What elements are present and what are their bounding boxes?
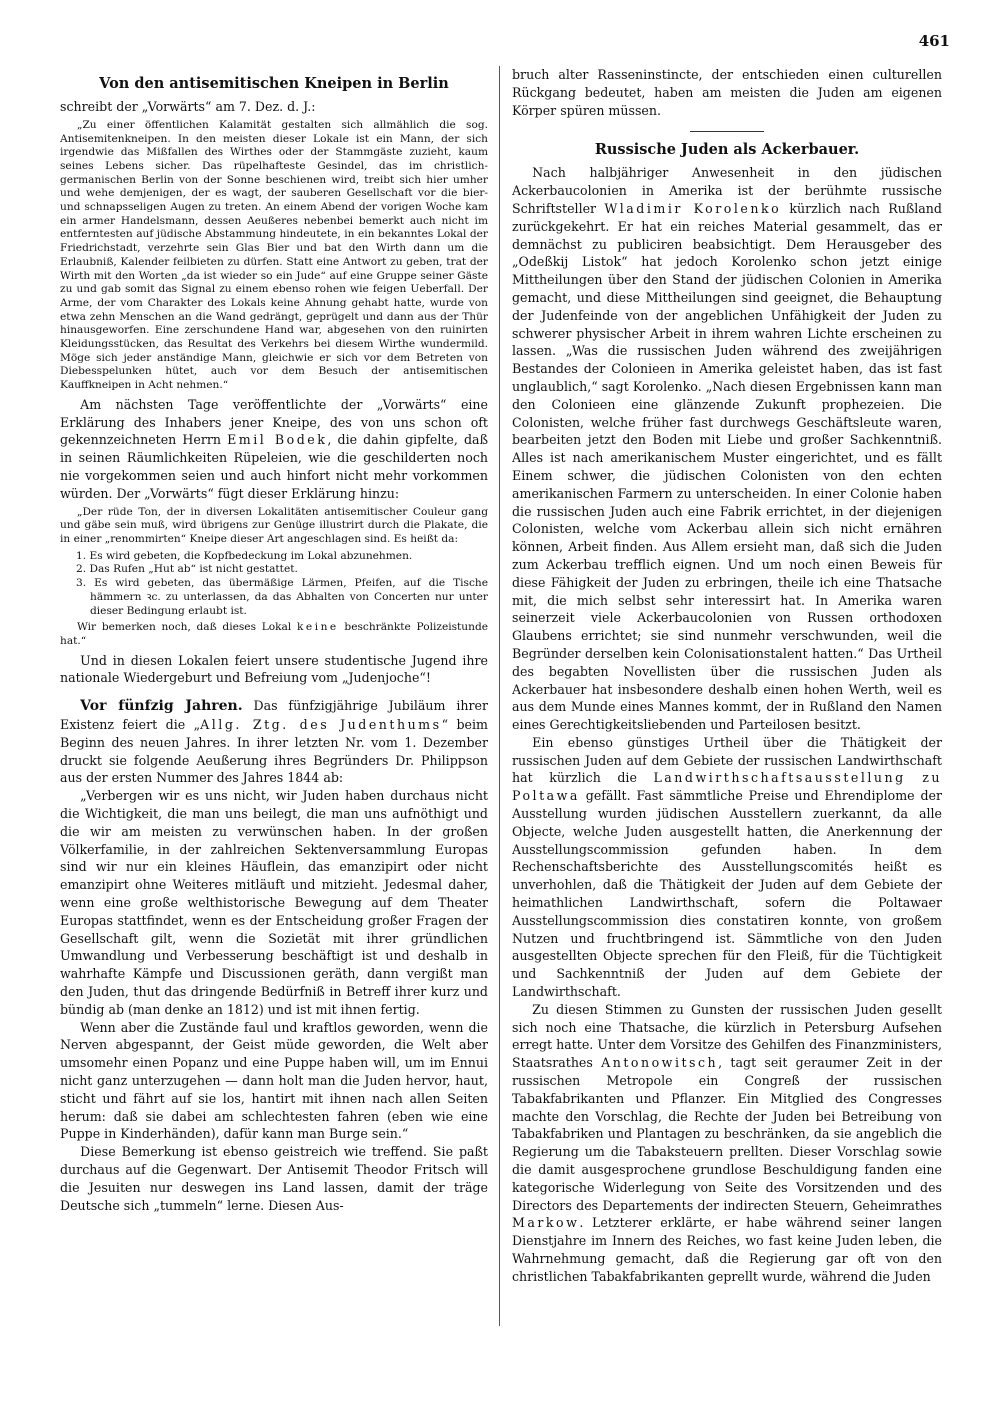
name-poltawa: Poltawa — [512, 788, 580, 804]
text-run: , die dahin gipfelte, daß in seinen Räumlichkeiten Rüpeleien, wie die geschilderten noch nie vorgekommen seien und auch hinfort nicht mehr vorkommen würden. Der „Vorwärts“ fügt dieser Erklärung hinzu: — [60, 432, 488, 501]
text-run: Zu diesen Stimmen zu Gunsten der russischen Juden gesellt sich noch eine Thatsache, die kürzlich in Petersburg Aufsehen erregt hatte. Unter dem Vorsitze des Gehilfen des Finanzministers, Staatsrathes — [512, 1001, 942, 1071]
text-run: zu — [922, 770, 942, 786]
left-column — [60, 66, 488, 1326]
quote-vorwaerts: „Zu einer öffentlichen Kalamität gestalten sich allmählich die sog. Antisemitenkneipen. In den meisten dieser Lokale ist ein Mann, der sich irgendwie das Mißfallen des Wirthes oder der Stammgäste zuzieht, kaum seines Lebens sicher. Das rüpelhafteste Gesindel, das im christlich-germanischen Berlin von der Sonne beschienen wird, treibt sich hier umher und wehe demjenigen, der es wagt, der sauberen Gesellschaft vor die bier- und schnapsseligen Augen zu treten. An einem Abend der vorigen Woche kam ein armer Handelsmann, dessen Aeußeres nebenbei bemerkt auch nicht im entferntesten auf jüdische Abstammung hindeutete, in ein bekanntes Lokal der Friedrichstadt, verzehrte sein Glas Bier und bat den Wirth dann um die Erlaubniß, Kalender feilbieten zu dürfen. Statt eine Antwort zu geben, trat der Wirth mit den Worten „da ist wieder so ein Jude“ auf eine Gruppe seiner Gäste zu und gab somit das Signal zu einem ebenso rohen wie feigen Ueberfall. Der Arme, der vom Charakter des Lokals keine Ahnung gehabt hatte, wurde von etwa zehn Menschen an die Wand gedrängt, geprügelt und dann aus der Thür hinausgeworfen. Eine zerschundene Hand war, abgesehen von den ruinirten Kleidungsstücken, das Resultat des Verkehrs bei diesem Wirthe wundermild. Möge sich jeder anständige Mann, gleichwie er sich vor dem Betreten von Diebesspelunken hütet, auch vor dem Besuch der antisemitischen Kauffkneipen in Acht nehmen.“ — [60, 118, 488, 392]
name-markow: Markow — [512, 1215, 580, 1231]
text-run: Nach halbjähriger Anwesenheit in den jüdischen Ackerbaucolonien in Amerika ist der berühmte russische Schriftsteller — [512, 165, 942, 216]
text-run: . Letzterer erklärte, er habe während seiner langen Dienstjahre im Innern des Reiches, wo fast keine Juden leben, die Wahrnehmung gemacht, daß die Regierung gar oft von den christlichen Tabakfabrikanten geprellt wurde, während die Juden — [512, 1215, 942, 1284]
paragraph-continuation: bruch alter Rasseninstincte, der entschieden einen culturellen Rückgang bedeutet, haben am meisten die Juden am eigenen Körper spüren müssen. — [512, 67, 942, 118]
placard-rule-2: 2. Das Rufen „Hut ab“ ist nicht gestattet. — [76, 563, 298, 576]
text-run: Am nächsten Tage veröffentlichte der „Vorwärts“ eine Erklärung des Inhabers jener Kneipe, des von uns schon oft gekennzeichneten Herrn — [60, 396, 488, 448]
article-title-antisemitic-pubs: Von den antisemitischen Kneipen in Berlin — [99, 75, 449, 92]
text-run: Ein ebenso günstiges Urtheil über die Thätigkeit der russischen Juden auf dem Gebiete der russischen Landwirthschaft hat kürzlich die — [512, 734, 942, 786]
page-number: 461 — [918, 32, 950, 50]
name-exhibition: Landwirthschaftsausstellung — [653, 770, 906, 786]
paragraph-fifty-years — [60, 697, 488, 787]
paragraph-tobacco — [512, 1001, 942, 1286]
text-run: kürzlich nach Rußland zurückgekehrt. Er hat ein reiches Material gesammelt, das er demnächst zu publiciren beabsichtigt. Dem Herausgeber des „Odeßkij Listok“ hat jedoch Korolenko schon jetzt einige Mittheilungen über den Stand der jüdischen Colonien in Amerika gemacht, und diese Mittheilungen sind geeignet, die Behauptung der Judenfeinde von der angeblichen Unfähigkeit der Juden zu schwerer physischer Arbeit in ihrem wahren Lichte erscheinen zu lassen. „Was die russischen Juden während des zweijährigen Bestandes der Colonieen in Amerika geleistet haben, das ist fast unglaublich,“ sagt Korolenko. „Nach diesen Ergebnissen kann man den Colonieen eine glänzende Zukunft prophezeien. Die Colonisten, welche früher fast durchwegs Geschäftsleute waren, bearbeiten jetzt den Boden mit Liebe und großer Sachkenntniß. Alles ist nach amerikanischem Muster eingerichtet, und es fällt Einem schwer, die jüdischen Colonisten von den echten amerikanischen Farmern zu unterscheiden. In einer Colonie haben die russischen Juden auch eine Fabrik errichtet, in der diejenigen Colonisten, welche vom Ackerbau allein sich nicht ernähren können, Arbeit finden. Aus Allem ersieht man, daß sich die Juden zum Ackerbau trefflich eignen. Und um noch einen Beweis für diese Fähigkeit der Juden zu erbringen, theile ich eine Thatsache mit, die mich selbst sehr interessirt hat. In Amerika waren seinerzeit viele Ackerbaucolonien von Russen orthodoxen Glaubens errichtet; sie sind nunmehr verschwunden, weil die Begründer derselben kein Colonisationstalent hatten.“ Das Urtheil des begabten Novellisten über die russischen Juden als Ackerbauer hat insbesondere deshalb einen hohen Werth, weil es aus dem Munde eines Mannes kommt, der in Rußland den Namen eines Gerechtigkeitsliebenden und Parteilosen besitzt. — [512, 200, 942, 733]
name-allg-ztg: Allg. Ztg. des Judenthums — [200, 717, 442, 733]
paragraph-korolenko — [512, 164, 942, 734]
article-title-fifty-years: Vor fünfzig Jahren. — [80, 698, 243, 715]
paragraph-commentary: Diese Bemerkung ist ebenso geistreich wie treffend. Sie paßt durchaus auf die Gegenwart. Der Antisemit Theodor Fritsch will die Jesuiten nur deswegen ins Land lassen, damit der träge Deutsche sich „tummeln“ lerne. Diesen Aus- — [60, 1144, 488, 1213]
paragraph-philippson-quote: „Verbergen wir es uns nicht, wir Juden haben durchaus nicht die Wichtigkeit, die man uns beilegt, die man uns aufnöthigt und die wir am meisten zu verwünschen haben. In der großen Völkerfamilie, in der zahlreichen Sektenversammlung Europas sind wir nur ein kleines Häuflein, das emanzipirt oder nicht emanzipirt ohne Weiteres mitläuft und mitzieht. Jedesmal daher, wenn eine große welthistorische Bewegung auf dem Theater Europas stattfindet, wenn es der Entscheidung großer Fragen der Gesellschaft gilt, wenn die Sozietät mit ihrer gründlichen Umwandlung und Verbesserung beschäftigt ist und deshalb in wahrhafte Kämpfe und Discussionen geräth, dann vergißt man den Juden, thut das dringende Bedürfniß in Betreff ihrer kurz und bündig ab (man denke an 1812) und ist mit ihnen fertig. — [60, 788, 488, 1017]
text-run: gefällt. Fast sämmtliche Preise und Ehrendiplome der Ausstellung wurden jüdischen Ausstellern zuerkannt, da alle Objecte, welche Juden ausgestellt hatten, die Anerkennung der Ausstellungscommission gefunden haben. In dem Rechenschaftsberichte des Ausstellungscomités heißt es unverhohlen, daß die Thätigkeit der Juden auf dem Gebiete der heimathlichen Landwirthschaft, sofern die Poltawaer Ausstellungscommission dies constatiren konnte, von großem Nutzen und fruchtbringend ist. Sämmtliche von den Juden ausgestellten Objecte sprechen für den Fleiß, für die Tüchtigkeit und Sachkenntniß der Juden auf dem Gebiete der Landwirthschaft. — [512, 788, 942, 1000]
article-intro: schreibt der „Vorwärts“ am 7. Dez. d. J.: — [60, 99, 316, 114]
name-antonowitsch: Antonowitsch — [601, 1055, 719, 1071]
column-divider — [499, 66, 500, 1326]
paragraph-puppet: Wenn aber die Zustände faul und kraftlos geworden, wenn die Nerven abgespannt, der Geist müde geworden, die Welt aber umsomehr einen Popanz und eine Puppe haben will, um im Ennui nicht ganz unterzugehen — dann holt man die Juden hervor, haut, sticht und fährt auf sie los, hantirt mit ihnen nach allen Seiten herum: daß sie dabei am schlechtesten fahren (eben wie eine Puppe in Kinderhänden), dafür kann man Burge sein.“ — [60, 1019, 488, 1142]
text-run: , tagt seit geraumer Zeit in der russischen Metropole ein Congreß der russischen Tabakfabrikanten und Pflanzer. Ein Mitglied des Congresses machte den Vorschlag, die Rechte der Juden bei Betreibung von Tabakfabriken und Plantagen zu beschränken, da sie angeblich die Regierung um die Tabaksteuern prellten. Dieser Vorschlag sowie die damit ausgesprochene grundlose Beschuldigung fanden eine kategorische Widerlegung von Seite des Vorsitzenden und des Directors des Departements der indirecten Steuern, Geheimrathes — [512, 1055, 942, 1213]
emphasis-keine: keine — [297, 621, 339, 634]
text-run: Wir bemerken noch, daß dieses Lokal — [76, 621, 292, 634]
article-title-russian-jews: Russische Juden als Ackerbauer. — [594, 141, 860, 159]
placard-rule-3: 3. Es wird gebeten, das übermäßige Lärmen, Pfeifen, auf die Tische hämmern ꝛc. zu unterlassen, da das Abhalten von Concerten nur unter dieser Bedingung erlaubt ist. — [76, 577, 488, 617]
paragraph-poltawa — [512, 734, 942, 1001]
text-run: Das fünfzigjährige Jubiläum ihrer Existenz feiert die „ — [60, 698, 488, 733]
placard-rule-1: 1. Es wird gebeten, die Kopfbedeckung im Lokal abzunehmen. — [76, 549, 413, 562]
section-separator — [690, 131, 764, 132]
paragraph-closing: Und in diesen Lokalen feiert unsere studentische Jugend ihre nationale Wiedergeburt und Befreiung vom „Judenjoche“! — [60, 652, 488, 686]
text-run: “ beim Beginn des neuen Jahres. In ihrer letzten Nr. vom 1. Dezember druckt sie folgende Aeußerung ihres Begründers Dr. Philippson aus der ersten Nummer des Jahres 1844 ab: — [60, 717, 488, 786]
name-emil-bodek: Emil Bodek — [227, 432, 328, 448]
text-run: beschränkte Polizeistunde hat.“ — [60, 621, 488, 647]
quote-placards-end — [60, 621, 488, 648]
quote-placards-intro: „Der rüde Ton, der in diversen Lokalitäten antisemitischer Couleur gang und gäbe sein muß, wird übrigens zur Genüge illustrirt durch die Plakate, die in einer „renommirten“ Kneipe dieser Art angeschlagen sind. Es heißt da: — [60, 505, 488, 546]
name-korolenko: Wladimir Korolenko — [604, 200, 782, 216]
paragraph-declaration — [60, 396, 488, 503]
right-column — [512, 66, 942, 1326]
